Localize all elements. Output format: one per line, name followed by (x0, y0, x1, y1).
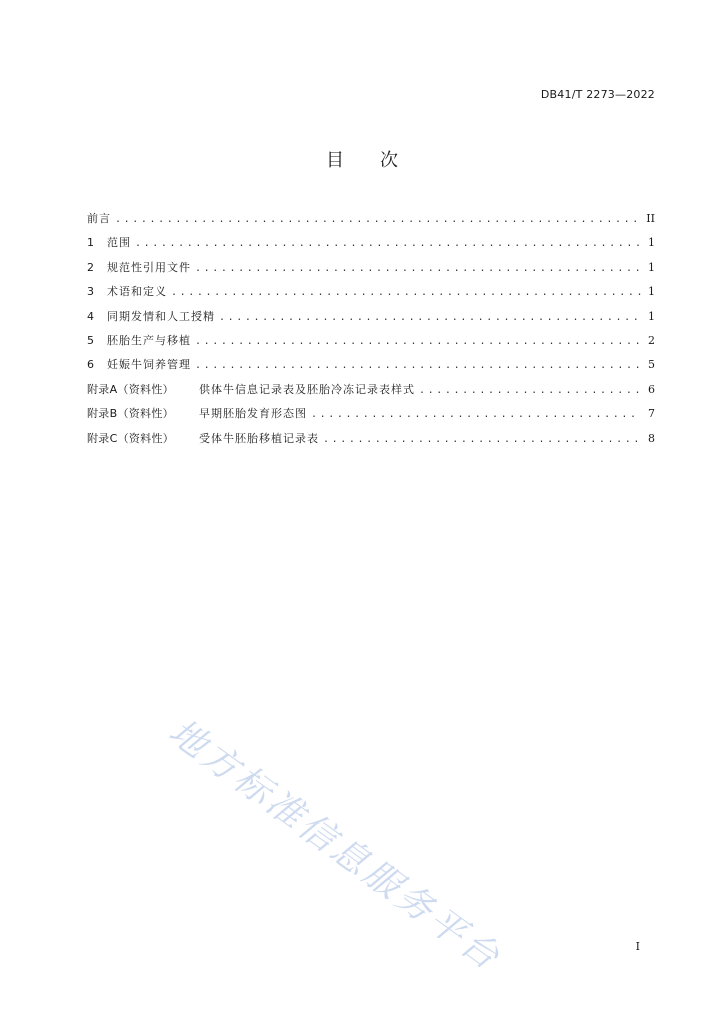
toc-entry-label: 早期胚胎发育形态图 (199, 407, 307, 421)
toc-entry-number: 1 (87, 236, 94, 250)
toc-entry-page: 2 (648, 333, 655, 347)
toc-entry-label: 胚胎生产与移植 (107, 333, 191, 347)
table-of-contents (87, 210, 655, 454)
toc-entry-number: 5 (87, 333, 94, 347)
toc-entry-page: 1 (648, 236, 655, 250)
toc-leader-dots (195, 263, 641, 274)
toc-entry-section-3[interactable] (87, 283, 655, 307)
toc-entry-label: 同期发情和人工授精 (107, 309, 215, 323)
toc-leader-dots (219, 312, 641, 323)
toc-entry-page: 1 (648, 285, 655, 299)
toc-entry-number: 4 (87, 309, 94, 323)
toc-entry-page: 6 (648, 382, 655, 396)
toc-title: 目次 (326, 150, 434, 171)
toc-appendix-prefix: 附录B（资料性） (87, 407, 174, 421)
toc-entry-label: 供体牛信息记录表及胚胎冷冻记录表样式 (199, 382, 415, 396)
toc-entry-appendix-c[interactable] (87, 430, 655, 454)
toc-leader-dots (311, 409, 641, 420)
toc-appendix-prefix: 附录A（资料性） (87, 382, 174, 396)
toc-leader-dots (419, 385, 641, 396)
toc-entry-section-4[interactable] (87, 308, 655, 332)
toc-entry-appendix-b[interactable] (87, 405, 655, 429)
toc-leader-dots (195, 336, 641, 347)
toc-leader-dots (323, 434, 641, 445)
toc-entry-page: II (646, 212, 655, 225)
watermark: 地方标准信息服务平台 (161, 711, 509, 980)
toc-entry-page: 1 (648, 309, 655, 323)
toc-entry-section-1[interactable] (87, 234, 655, 258)
toc-entry-label: 规范性引用文件 (107, 260, 191, 274)
toc-entry-label: 受体牛胚胎移植记录表 (199, 431, 319, 445)
toc-entry-section-6[interactable] (87, 356, 655, 380)
toc-entry-label: 前言 (87, 212, 111, 225)
toc-appendix-prefix: 附录C（资料性） (87, 431, 175, 445)
toc-entry-number: 2 (87, 260, 94, 274)
toc-entry-label: 范围 (107, 236, 131, 250)
toc-entry-preface[interactable] (87, 210, 655, 234)
document-code: DB41/T 2273—2022 (540, 88, 655, 101)
toc-entry-appendix-a[interactable] (87, 381, 655, 405)
toc-entry-page: 7 (648, 407, 655, 421)
toc-leader-dots (171, 287, 641, 298)
toc-leader-dots (135, 238, 641, 249)
toc-entry-section-5[interactable] (87, 332, 655, 356)
toc-entry-section-2[interactable] (87, 259, 655, 283)
toc-entry-number: 6 (87, 358, 94, 372)
toc-entry-page: 5 (648, 358, 655, 372)
toc-entry-page: 8 (648, 431, 655, 445)
toc-entry-label: 妊娠牛饲养管理 (107, 358, 191, 372)
toc-entry-number: 3 (87, 285, 94, 299)
toc-entry-page: 1 (648, 260, 655, 274)
page-number: I (635, 940, 640, 953)
toc-leader-dots (115, 214, 641, 225)
toc-entry-label: 术语和定义 (107, 285, 167, 299)
toc-leader-dots (195, 360, 641, 371)
